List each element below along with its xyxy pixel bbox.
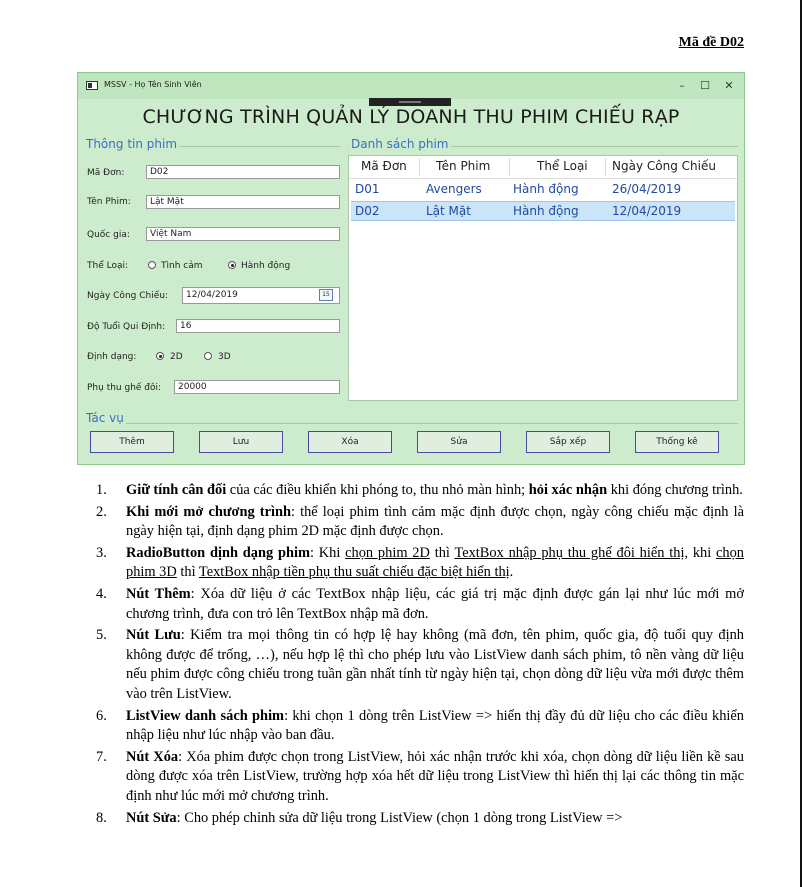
minimize-button[interactable]: – — [679, 79, 685, 92]
format-3d-radio[interactable] — [204, 352, 212, 360]
calendar-icon[interactable]: 15 — [319, 289, 333, 301]
format-2d-label[interactable]: 2D — [170, 352, 183, 362]
app-window — [77, 72, 745, 465]
item-heading: RadioButton dịnh dạng phim — [126, 544, 310, 561]
item-text: thì — [176, 564, 199, 581]
cell-ma-don: D01 — [355, 182, 380, 196]
close-button[interactable]: ✕ — [724, 79, 734, 92]
sap-xep-button[interactable]: Sắp xếp — [526, 431, 610, 453]
quoc-gia-input[interactable]: Việt Nam — [146, 227, 340, 241]
item-number: 3. — [96, 544, 107, 561]
header-divider — [605, 158, 606, 176]
item-number: 8. — [96, 809, 107, 826]
thong-ke-button[interactable]: Thống kê — [635, 431, 719, 453]
sua-button[interactable]: Sửa — [417, 431, 501, 453]
item-number: 1. — [96, 482, 107, 498]
ten-phim-input[interactable]: Lật Mặt — [146, 195, 340, 209]
them-button[interactable]: Thêm — [90, 431, 174, 453]
window-icon — [86, 81, 98, 90]
item-text: : Xóa dữ liệu ở các TextBox nhập liệu, các giá trị mặc định được gán lại như lúc mới mở chương trình, đưa con trỏ lên TextBox nhập mã đơn. — [126, 585, 744, 622]
xoa-button[interactable]: Xóa — [308, 431, 392, 453]
item-text: . — [509, 564, 514, 581]
item-text: của các điều khiển khi phóng to, thu nhỏ màn hình; — [226, 482, 529, 498]
list-item — [90, 503, 744, 542]
item-number: 6. — [96, 707, 107, 724]
item-heading: Nút Sửa — [126, 809, 177, 826]
dinh-dang-label: Định dạng: — [87, 352, 137, 362]
item-text: : khi chọn 1 dòng trên ListView => hiển thị đầy đủ dữ liệu cho các điều khiển nhập liệu như lúc nhập vào ban đầu. — [126, 707, 744, 744]
format-2d-radio[interactable] — [156, 352, 164, 360]
cell-ngay: 12/04/2019 — [612, 204, 682, 218]
item-text: , khi — [684, 544, 717, 561]
format-3d-label[interactable]: 3D — [218, 352, 231, 362]
title-overlay-bar — [369, 98, 451, 106]
item-number: 7. — [96, 748, 107, 765]
item-text: : Xóa phim được chọn trong ListView, hỏi xác nhận trước khi xóa, chọn dòng dữ liệu liền kề sau dòng được xóa trên ListView, trường hợp xóa hết dữ liệu trong ListView thì hiển thị lại các thông tin mặc định như lúc mới mở chương trình. — [126, 748, 744, 804]
quoc-gia-label: Quốc gia: — [87, 230, 130, 240]
item-number: 4. — [96, 585, 107, 602]
item-heading: Khi mới mở chương trình — [126, 503, 291, 520]
col-ma-don[interactable]: Mã Đơn — [361, 159, 407, 173]
item-heading: Nút Xóa — [126, 748, 179, 765]
item-underline: TextBox nhập phụ thu ghế đôi hiển thị — [454, 544, 685, 561]
luu-button[interactable]: Lưu — [199, 431, 283, 453]
tinh-cam-radio[interactable] — [148, 261, 156, 269]
cell-the-loai: Hành động — [513, 182, 579, 196]
list-group-title: Danh sách phim — [351, 137, 449, 151]
listview-header — [349, 156, 737, 179]
hanh-dong-label[interactable]: Hành động — [241, 261, 291, 271]
app-title: CHƯƠNG TRÌNH QUẢN LÝ DOANH THU PHIM CHIẾU RẠP — [142, 106, 680, 128]
title-bar[interactable] — [78, 73, 744, 99]
header-divider — [419, 158, 420, 176]
ten-phim-label: Tên Phim: — [87, 197, 131, 207]
the-loai-label: Thể Loại: — [87, 261, 129, 271]
col-ngay-cong-chieu[interactable]: Ngày Công Chiếu — [612, 159, 716, 173]
item-underline: chọn phim 3D — [126, 544, 745, 581]
item-heading: Giữ tính cân đối — [126, 482, 227, 498]
window-title: MSSV - Họ Tên Sinh Viên — [104, 80, 202, 89]
list-item — [90, 748, 744, 807]
cell-ten-phim: Avengers — [426, 182, 482, 196]
item-text: : Cho phép chỉnh sửa dữ liệu trong ListView (chọn 1 dòng trong ListView => — [176, 809, 623, 826]
table-row-selected[interactable] — [351, 201, 735, 221]
item-text: thì — [429, 544, 455, 561]
item-text: khi đóng chương trình. — [607, 482, 743, 498]
exam-code: Mã đề D02 — [678, 35, 744, 50]
hanh-dong-radio[interactable] — [228, 261, 236, 269]
ngay-cong-chieu-picker[interactable]: 12/04/2019 — [182, 287, 340, 304]
item-underline: chọn phim 2D — [345, 544, 430, 561]
info-group-title: Thông tin phim — [86, 137, 178, 151]
item-number: 2. — [96, 503, 107, 520]
maximize-button[interactable]: ☐ — [700, 79, 710, 92]
do-tuoi-input[interactable]: 16 — [176, 319, 340, 333]
movie-listview[interactable] — [348, 155, 738, 401]
list-item — [90, 544, 744, 583]
item-text: : Kiểm tra mọi thông tin có hợp lệ hay không (mã đơn, tên phim, quốc gia, độ tuổi quy định không được để trống, …), nếu hợp lệ thì cho phép lưu vào ListView danh sách phim, tô nền vàng dữ liệu nếu phim được công chiếu trong tuần gần nhất tính từ ngày hiện tại, chọn dòng dữ liệu vừa mới được thêm vào trên ListView. — [126, 627, 745, 702]
col-ten-phim[interactable]: Tên Phim — [436, 159, 491, 173]
actions-group-title: Tác vụ — [86, 411, 124, 425]
cell-ten-phim: Lật Mặt — [426, 204, 471, 218]
actions-group-border — [84, 423, 738, 424]
cell-ngay: 26/04/2019 — [612, 182, 682, 196]
ma-don-input[interactable]: D02 — [146, 165, 340, 179]
item-text: : thể loại phim tình cảm mặc định được chọn, ngày công chiếu mặc định là ngày hiện tại, định dạng phim 2D mặc định được chọn. — [126, 503, 744, 540]
item-text: : Khi — [309, 544, 346, 561]
list-item — [90, 626, 744, 704]
cell-the-loai: Hành động — [513, 204, 579, 218]
item-underline: TextBox nhập tiền phụ thu suất chiếu đặc biệt hiển thị — [198, 564, 510, 581]
item-emphasis: hỏi xác nhận — [528, 482, 608, 498]
requirements-list — [90, 481, 744, 830]
col-the-loai[interactable]: Thể Loại — [537, 159, 588, 173]
tinh-cam-label[interactable]: Tình cảm — [161, 261, 203, 271]
do-tuoi-label: Độ Tuổi Qui Định: — [87, 322, 166, 332]
table-row[interactable] — [351, 180, 735, 200]
phu-thu-label: Phụ thu ghế đôi: — [87, 383, 162, 393]
list-item — [90, 707, 744, 746]
cell-ma-don: D02 — [355, 204, 380, 218]
item-heading: Nút Thêm — [126, 585, 191, 602]
list-item — [90, 585, 744, 624]
ma-don-label: Mã Đơn: — [87, 168, 125, 178]
item-number: 5. — [96, 627, 107, 644]
item-heading: Nút Lưu — [126, 627, 181, 644]
item-heading: ListView danh sách phim — [126, 707, 285, 724]
list-item — [90, 481, 744, 501]
ngay-cong-chieu-label: Ngày Công Chiếu: — [87, 291, 168, 301]
phu-thu-input[interactable]: 20000 — [174, 380, 340, 394]
header-divider — [509, 158, 510, 176]
list-item — [90, 809, 744, 829]
